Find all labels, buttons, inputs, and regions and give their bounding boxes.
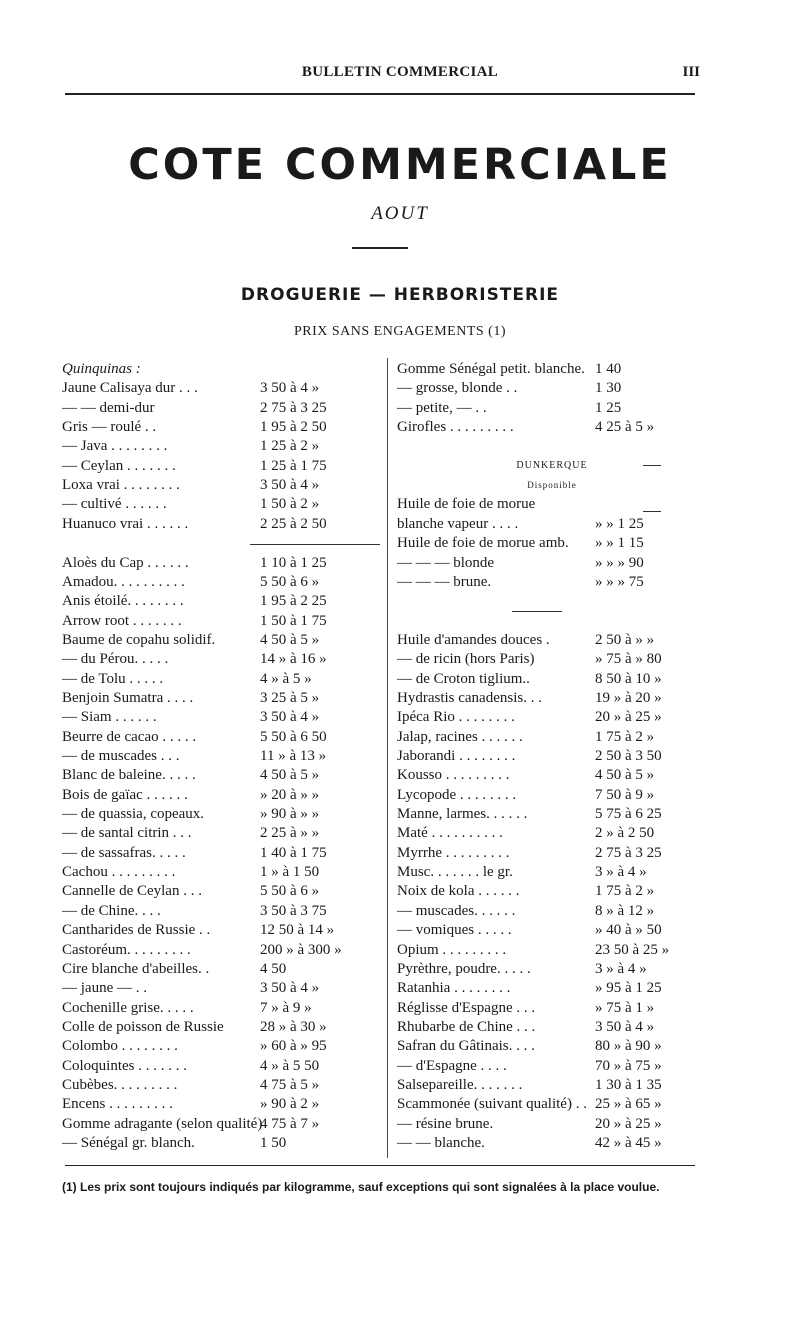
price-row: [397, 591, 707, 611]
product-label: Réglisse d'Espagne . . .: [397, 999, 536, 1016]
product-price: 2 25 à 2 50: [260, 515, 327, 532]
product-label: Arrow root . . . . . . .: [62, 612, 182, 629]
product-price: 4 50: [260, 960, 287, 977]
product-label: Huile de foie de morue amb.: [397, 535, 569, 552]
product-label: — du Pérou. . . . .: [62, 651, 169, 668]
price-row: [397, 978, 707, 998]
product-label: Anis étoilé. . . . . . . .: [62, 593, 184, 610]
product-price: 28 » à 30 »: [260, 1018, 327, 1035]
product-price: 4 » à 5 »: [260, 670, 312, 687]
product-price: 4 75 à 7 »: [260, 1115, 320, 1132]
product-label: Scammonée (suivant qualité) . .: [397, 1096, 587, 1113]
title-divider: [352, 247, 408, 249]
price-row: [397, 998, 707, 1018]
product-price: 70 » à 75 »: [595, 1057, 662, 1074]
product-label: Beurre de cacao . . . . .: [62, 728, 197, 745]
month-subtitle: AOUT: [371, 203, 429, 224]
product-label: — — demi-dur: [62, 399, 155, 416]
product-price: 3 50 à 4 »: [595, 1018, 655, 1035]
product-label: — vomiques . . . . .: [397, 922, 512, 939]
product-label: Huile de foie de morue: [397, 496, 536, 513]
product-label: — Ceylan . . . . . . .: [62, 457, 176, 474]
product-label: Jaborandi . . . . . . . .: [397, 748, 516, 764]
product-label: — de muscades . . .: [62, 748, 180, 764]
price-row: [62, 514, 380, 534]
product-price: 1 40 à 1 75: [260, 844, 327, 861]
price-row: [62, 417, 380, 437]
product-label: Gomme Sénégal petit. blanche.: [397, 361, 585, 377]
price-row: [397, 1017, 707, 1037]
column-divider: [387, 358, 388, 1158]
price-row: [397, 940, 707, 960]
product-label: Ratanhia . . . . . . . .: [397, 980, 511, 997]
price-row: [397, 1114, 707, 1134]
price-notice: PRIX SANS ENGAGEMENTS (1): [293, 324, 506, 339]
price-row: [397, 707, 707, 727]
running-head-title: BULLETIN COMMERCIAL: [301, 64, 499, 80]
product-label: Cachou . . . . . . . . .: [62, 864, 176, 881]
price-row: [62, 688, 380, 708]
product-price: 1 » à 1 50: [260, 864, 320, 881]
price-row: [62, 765, 380, 785]
price-row: [62, 1036, 380, 1056]
price-row: [397, 1133, 707, 1153]
price-row: [397, 572, 707, 592]
product-price: 1 50 à 2 »: [260, 496, 320, 513]
product-label: Jalap, racines . . . . . .: [397, 728, 523, 745]
price-row: [397, 862, 707, 882]
price-row: [397, 475, 707, 495]
price-row: [397, 611, 707, 631]
price-row: [62, 378, 380, 398]
product-price: » » 1 25: [595, 515, 644, 532]
price-row: [62, 1094, 380, 1114]
product-price: » 90 à » »: [260, 806, 320, 823]
product-label: Colombo . . . . . . . .: [62, 1038, 178, 1055]
product-label: — — — blonde: [397, 554, 495, 571]
product-label: — résine brune.: [397, 1115, 494, 1132]
product-price: 3 50 à 4 »: [260, 380, 320, 397]
product-label: Rhubarbe de Chine . . .: [397, 1018, 536, 1035]
product-price: 3 50 à 3 75: [260, 902, 327, 919]
price-row: [397, 630, 707, 650]
product-price: 2 75 à 3 25: [260, 399, 327, 416]
price-row: [62, 1017, 380, 1037]
product-label: Hydrastis canadensis. . .: [397, 689, 542, 706]
price-row: [62, 1114, 380, 1134]
product-label: Colle de poisson de Russie: [62, 1018, 224, 1035]
product-price: 3 » à 4 »: [595, 864, 647, 881]
price-row: [397, 436, 707, 456]
product-price: 3 50 à 4 »: [260, 709, 320, 726]
product-price: 4 50 à 5 »: [260, 767, 320, 784]
price-row: [397, 881, 707, 901]
price-row: [397, 959, 707, 979]
product-label: Aloès du Cap . . . . . .: [62, 554, 189, 571]
price-row: [397, 1075, 707, 1095]
price-row: [62, 920, 380, 940]
group-separator: [512, 611, 562, 612]
product-label: Safran du Gâtinais. . . .: [397, 1038, 535, 1055]
product-price: 1 95 à 2 25: [260, 593, 327, 610]
product-label: Jaune Calisaya dur . . .: [62, 380, 198, 397]
price-row: [397, 1094, 707, 1114]
product-price: 3 50 à 4 »: [260, 980, 320, 997]
price-row: [62, 494, 380, 514]
price-row: [62, 901, 380, 921]
price-row: [62, 998, 380, 1018]
price-row: [397, 514, 707, 534]
product-price: 4 25 à 5 »: [595, 419, 655, 436]
product-label: DUNKERQUE: [516, 459, 588, 471]
group-separator: [250, 544, 380, 545]
product-price: 5 50 à 6 »: [260, 573, 320, 590]
price-row: [62, 359, 380, 379]
product-label: — Siam . . . . . .: [62, 709, 157, 726]
product-label: Benjoin Sumatra . . . .: [62, 689, 194, 706]
dash-mark: [643, 465, 661, 466]
product-price: 2 50 à 3 50: [595, 748, 662, 764]
product-label: Huile d'amandes douces .: [397, 631, 550, 648]
product-label: — de Chine. . . .: [62, 902, 161, 919]
product-label: Ipéca Rio . . . . . . . .: [397, 709, 515, 726]
product-label: — Java . . . . . . . .: [62, 438, 168, 455]
price-row: [62, 669, 380, 689]
product-price: 14 » à 16 »: [260, 651, 327, 668]
price-row: [397, 553, 707, 573]
product-price: 7 » à 9 »: [260, 999, 312, 1016]
product-price: 12 50 à 14 »: [260, 922, 335, 939]
product-label: — d'Espagne . . . .: [397, 1057, 507, 1074]
product-label: Baume de copahu solidif.: [62, 631, 216, 648]
product-label: Musc. . . . . . . le gr.: [397, 864, 513, 881]
product-price: 25 » à 65 »: [595, 1096, 662, 1113]
price-row: [397, 359, 707, 379]
running-head: [0, 64, 800, 84]
product-price: 80 » à 90 »: [595, 1038, 662, 1055]
product-price: 1 25: [595, 399, 622, 416]
product-price: » 75 à » 80: [595, 651, 662, 668]
product-price: 1 30 à 1 35: [595, 1076, 662, 1093]
price-row: [62, 1056, 380, 1076]
product-price: » 95 à 1 25: [595, 980, 662, 997]
product-label: — grosse, blonde . .: [397, 380, 518, 397]
product-label: Myrrhe . . . . . . . . .: [397, 844, 510, 861]
product-label: blanche vapeur . . . .: [397, 515, 519, 532]
product-label: — de Croton tiglium..: [397, 670, 530, 687]
product-price: 1 50 à 1 75: [260, 612, 327, 629]
product-price: » » » 90: [595, 554, 644, 571]
product-label: Opium . . . . . . . . .: [397, 941, 507, 958]
product-price: 20 » à 25 »: [595, 1115, 662, 1132]
price-row: [62, 553, 380, 573]
price-row: [397, 378, 707, 398]
price-row: [62, 456, 380, 476]
product-price: 1 30: [595, 380, 622, 397]
price-row: [397, 669, 707, 689]
product-label: Salsepareille. . . . . . .: [397, 1076, 523, 1093]
price-row: [397, 688, 707, 708]
product-price: 4 50 à 5 »: [260, 631, 320, 648]
price-row: [62, 959, 380, 979]
price-row: [62, 746, 380, 766]
product-price: 2 » à 2 50: [595, 825, 655, 842]
product-price: 1 50: [260, 1135, 287, 1151]
product-label: — de santal citrin . . .: [62, 825, 192, 842]
product-price: » » 1 15: [595, 535, 644, 552]
product-price: 8 50 à 10 »: [595, 670, 662, 687]
price-row: [62, 862, 380, 882]
product-price: 2 50 à » »: [595, 631, 655, 648]
price-row: [62, 843, 380, 863]
price-row: [397, 727, 707, 747]
price-row: [397, 398, 707, 418]
price-row: [62, 940, 380, 960]
product-price: » 40 à » 50: [595, 922, 662, 939]
product-label: Maté . . . . . . . . . .: [397, 825, 503, 842]
product-label: Coloquintes . . . . . . .: [62, 1057, 188, 1074]
product-label: Blanc de baleine. . . . .: [62, 767, 196, 784]
product-price: 4 75 à 5 »: [260, 1076, 320, 1093]
product-label: Kousso . . . . . . . . .: [397, 767, 510, 784]
product-label: Disponible: [527, 480, 577, 491]
product-label: — — blanche.: [397, 1135, 485, 1151]
product-label: Encens . . . . . . . . .: [62, 1096, 173, 1113]
product-price: » » » 75: [595, 573, 644, 590]
product-price: 5 50 à 6 »: [260, 883, 320, 900]
price-row: [62, 572, 380, 592]
price-row: [62, 630, 380, 650]
product-label: Loxa vrai . . . . . . . .: [62, 477, 180, 494]
product-label: Girofles . . . . . . . . .: [397, 419, 514, 436]
price-row: [62, 649, 380, 669]
product-label: Amadou. . . . . . . . . .: [62, 573, 185, 590]
product-price: 2 75 à 3 25: [595, 844, 662, 861]
product-label: Gomme adragante (selon qualité): [62, 1115, 263, 1132]
price-row: [397, 1036, 707, 1056]
price-row: [397, 765, 707, 785]
product-price: 5 75 à 6 25: [595, 806, 662, 823]
price-row: [397, 804, 707, 824]
product-label: — de quassia, copeaux.: [62, 806, 205, 823]
product-label: Manne, larmes. . . . . .: [397, 806, 528, 823]
price-row: [62, 785, 380, 805]
price-row: [62, 804, 380, 824]
product-label: — jaune — . .: [62, 980, 147, 997]
price-row: [62, 823, 380, 843]
product-price: 4 50 à 5 »: [595, 767, 655, 784]
product-price: 4 » à 5 50: [260, 1057, 320, 1074]
price-row: [62, 475, 380, 495]
product-price: » 90 à 2 »: [260, 1096, 320, 1113]
price-row: [62, 707, 380, 727]
price-row: [62, 611, 380, 631]
price-row: [62, 978, 380, 998]
product-label: — de Tolu . . . . .: [62, 670, 164, 687]
product-label: — muscades. . . . . .: [397, 902, 516, 919]
product-label: — Sénégal gr. blanch.: [62, 1135, 195, 1151]
section-title: DROGUERIE — HERBORISTERIE: [240, 285, 560, 305]
price-row: [62, 881, 380, 901]
product-price: 19 » à 20 »: [595, 689, 662, 706]
price-row: [397, 785, 707, 805]
price-row: [397, 1056, 707, 1076]
product-price: 7 50 à 9 »: [595, 786, 655, 803]
product-label: Gris — roulé . .: [62, 419, 157, 436]
product-label: Cannelle de Ceylan . . .: [62, 883, 202, 900]
product-price: » 60 à » 95: [260, 1038, 327, 1055]
product-price: 42 » à 45 »: [595, 1135, 662, 1151]
dash-mark: [643, 511, 661, 512]
price-row: [397, 746, 707, 766]
product-price: 1 10 à 1 25: [260, 554, 327, 571]
price-row: [397, 649, 707, 669]
price-row: [62, 1133, 380, 1153]
product-label: — cultivé . . . . . .: [62, 496, 167, 513]
price-row: [397, 417, 707, 437]
price-row: [397, 533, 707, 553]
price-row: [62, 398, 380, 418]
product-price: 1 95 à 2 50: [260, 419, 327, 436]
product-price: 1 75 à 2 »: [595, 883, 655, 900]
product-price: 1 25 à 1 75: [260, 457, 327, 474]
price-row: [62, 1075, 380, 1095]
header-rule: [65, 93, 695, 95]
product-price: 1 25 à 2 »: [260, 438, 320, 455]
product-price: 1 75 à 2 »: [595, 728, 655, 745]
product-price: 200 » à 300 »: [260, 941, 342, 958]
product-price: 11 » à 13 »: [260, 748, 327, 764]
product-price: 23 50 à 25 »: [595, 941, 670, 958]
product-label: Cubèbes. . . . . . . . .: [62, 1076, 178, 1093]
product-label: Cire blanche d'abeilles. .: [62, 960, 210, 977]
product-label: — petite, — . .: [397, 399, 487, 416]
price-row: [397, 823, 707, 843]
footnote: (1) Les prix sont toujours indiqués par kilogramme, sauf exceptions qui sont signalées à la place voulue.: [62, 1180, 660, 1194]
product-price: 5 50 à 6 50: [260, 728, 327, 745]
page-number: III: [682, 64, 700, 80]
product-label: Huanuco vrai . . . . . .: [62, 515, 189, 532]
product-label: Noix de kola . . . . . .: [397, 883, 520, 900]
product-label: — — — brune.: [397, 573, 492, 590]
product-label: — de sassafras. . . . .: [62, 844, 186, 861]
product-price: » 20 à » »: [260, 786, 320, 803]
product-price: 3 50 à 4 »: [260, 477, 320, 494]
price-row: [397, 901, 707, 921]
product-price: 20 » à 25 »: [595, 709, 662, 726]
product-price: 1 40: [595, 361, 622, 377]
product-label: Bois de gaïac . . . . . .: [62, 786, 188, 803]
price-row: [397, 843, 707, 863]
product-label: Pyrèthre, poudre. . . . .: [397, 960, 531, 977]
price-row: [62, 591, 380, 611]
product-label: Cantharides de Russie . .: [62, 922, 211, 939]
footer-rule: [65, 1165, 695, 1166]
product-price: 2 25 à » »: [260, 825, 320, 842]
product-label: Cochenille grise. . . . .: [62, 999, 194, 1016]
product-price: » 75 à 1 »: [595, 999, 655, 1016]
product-label: Quinquinas :: [62, 361, 141, 377]
price-row: [397, 920, 707, 940]
price-row: [62, 436, 380, 456]
product-label: Castoréum. . . . . . . . .: [62, 941, 191, 958]
product-price: 8 » à 12 »: [595, 902, 655, 919]
product-price: 3 » à 4 »: [595, 960, 647, 977]
product-label: Lycopode . . . . . . . .: [397, 786, 517, 803]
product-label: — de ricin (hors Paris): [397, 651, 535, 668]
page-title: COTE COMMERCIALE: [128, 140, 672, 190]
price-row: [62, 727, 380, 747]
product-price: 3 25 à 5 »: [260, 689, 320, 706]
